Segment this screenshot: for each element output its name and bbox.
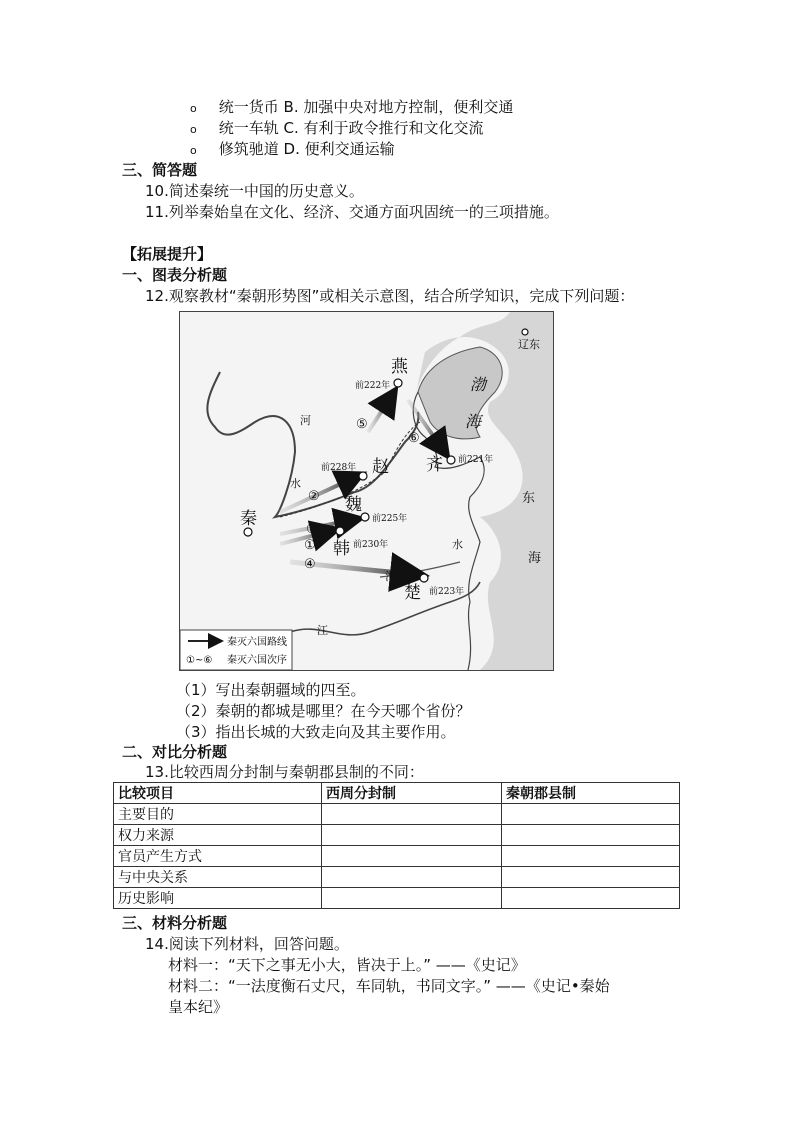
place-jiang: 江 (317, 624, 328, 637)
state-qin: 秦 (240, 509, 257, 529)
sub-question-3: （3）指出长城的大致走向及其主要作用。 (176, 723, 456, 741)
table-cell[interactable] (322, 825, 502, 846)
bullet-icon: o (190, 102, 197, 115)
expand-title: 【拓展提升】 (122, 245, 213, 263)
row-label: 与中央关系 (114, 867, 322, 888)
order-3: ③ (306, 522, 318, 537)
date-zhao: 前228年 (321, 463, 357, 473)
qin-map (179, 311, 554, 671)
bullet-icon: o (190, 144, 197, 157)
question-10: 10.简述秦统一中国的历史意义。 (145, 182, 364, 200)
state-chu: 楚 (404, 583, 421, 603)
option-row-3 (190, 139, 395, 161)
option-row-2 (190, 118, 484, 140)
option-left: 修筑驰道 (218, 140, 279, 158)
section-title-compare: 二、对比分析题 (122, 743, 228, 761)
place-liaodong: 辽东 (518, 338, 540, 351)
order-2: ② (308, 489, 320, 504)
table-row (114, 804, 680, 825)
place-huai: 淮 (385, 570, 396, 583)
material-2: 材料二：“一法度衡石丈尺，车同轨，书同文字。” ——《史记•秦始 (168, 977, 610, 995)
table-cell[interactable] (502, 867, 680, 888)
bullet-icon: o (190, 123, 197, 136)
row-label: 主要目的 (114, 804, 322, 825)
option-right: B. 加强中央对地方控制，便利交通 (283, 98, 514, 116)
order-1: ① (304, 538, 316, 553)
route-arrow-3 (280, 519, 358, 534)
table-cell[interactable] (502, 825, 680, 846)
table-cell[interactable] (502, 888, 680, 909)
table-header: 西周分封制 (322, 783, 502, 804)
state-yan: 燕 (391, 357, 408, 377)
option-left: 统一货币 (218, 98, 279, 116)
row-label: 官员产生方式 (114, 846, 322, 867)
state-qi: 齐 (426, 455, 443, 475)
legend-order: 秦灭六国次序 (227, 655, 287, 666)
legend-order-symbol: ①~⑥ (186, 655, 213, 666)
legend-route: 秦灭六国路线 (227, 637, 287, 648)
place-shui2: 水 (452, 538, 463, 551)
table-cell[interactable] (322, 888, 502, 909)
section-title-material: 三、材料分析题 (122, 914, 228, 932)
question-12: 12.观察教材“秦朝形势图”或相关示意图，结合所学知识，完成下列问题： (145, 287, 635, 305)
table-header-row (114, 783, 680, 804)
place-hai2: 海 (528, 551, 542, 566)
place-bo: 渤 (470, 375, 487, 394)
map-legend (180, 630, 292, 670)
sub-question-1: （1）写出秦朝疆域的四至。 (176, 681, 366, 699)
row-label: 权力来源 (114, 825, 322, 846)
table-cell[interactable] (322, 804, 502, 825)
question-13: 13.比较西周分封制与秦朝郡县制的不同： (145, 763, 424, 781)
option-right: C. 有利于政令推行和文化交流 (283, 119, 484, 137)
table-row (114, 825, 680, 846)
material-1: 材料一：“天下之事无小大，皆决于上。” ——《史记》 (168, 956, 526, 974)
question-11: 11.列举秦始皇在文化、经济、交通方面巩固统一的三项措施。 (145, 203, 559, 221)
option-row-1 (190, 97, 513, 119)
date-yan: 前222年 (355, 381, 391, 391)
route-arrow-5 (368, 392, 394, 432)
table-cell[interactable] (322, 867, 502, 888)
section-title-chart: 一、图表分析题 (122, 266, 228, 284)
comparison-table (113, 782, 680, 909)
order-6: ⑥ (408, 431, 420, 446)
order-4: ④ (304, 557, 316, 572)
table-cell[interactable] (502, 804, 680, 825)
table-row (114, 846, 680, 867)
place-shui: 水 (290, 477, 301, 490)
table-cell[interactable] (502, 846, 680, 867)
place-dong: 东 (522, 491, 536, 506)
order-5: ⑤ (356, 417, 368, 432)
table-row (114, 888, 680, 909)
sub-question-2: （2）秦朝的都城是哪里？在今天哪个省份？ (176, 702, 471, 720)
option-left: 统一车轨 (218, 119, 279, 137)
place-he: 河 (300, 414, 311, 427)
section-title-short-answer: 三、简答题 (122, 161, 198, 179)
date-han: 前230年 (353, 540, 389, 550)
question-14: 14.阅读下列材料，回答问题。 (145, 935, 349, 953)
place-hai: 海 (465, 412, 482, 431)
table-header: 秦朝郡县制 (502, 783, 680, 804)
state-han: 韩 (333, 539, 350, 559)
date-qi: 前221年 (458, 455, 494, 465)
state-wei: 魏 (345, 495, 362, 515)
row-label: 历史影响 (114, 888, 322, 909)
date-wei: 前225年 (372, 514, 408, 524)
state-zhao: 赵 (372, 457, 389, 477)
table-row (114, 867, 680, 888)
date-chu: 前223年 (429, 587, 465, 597)
table-cell[interactable] (322, 846, 502, 867)
option-right: D. 便利交通运输 (283, 140, 395, 158)
material-2-cont: 皇本纪》 (168, 998, 229, 1016)
table-header: 比较项目 (114, 783, 322, 804)
